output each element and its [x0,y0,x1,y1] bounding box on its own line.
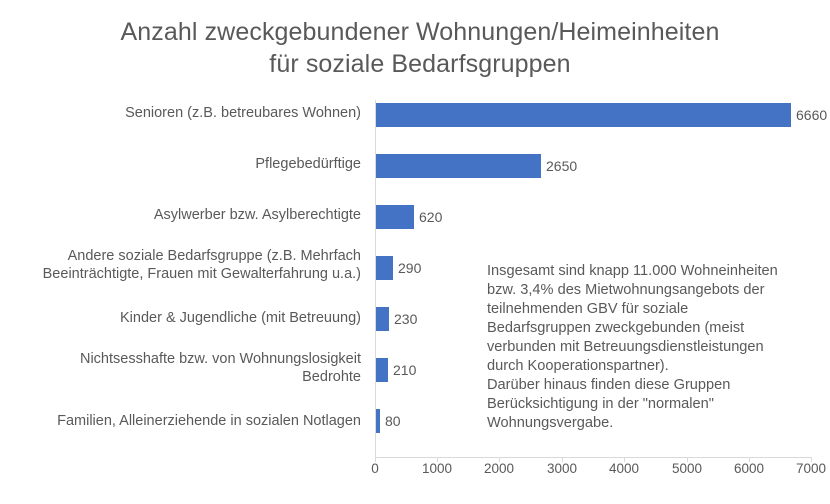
bar-asylwerber[interactable] [375,205,414,229]
annotation-line-6: durch Kooperationspartner). [487,357,669,374]
x-tick-label-4000: 4000 [608,461,640,476]
category-label-kinder-jugendliche: Kinder & Jugendliche (mit Betreuung) [120,310,361,326]
chart-title-line-2: für soziale Bedarfsgruppen [269,50,571,78]
annotation-line-8: Berücksichtigung in der "normalen" [487,395,714,412]
annotation-line-1: Insgesamt sind knapp 11.000 Wohneinheiten [487,263,778,279]
bar-row-pflegebeduerftige[interactable] [375,154,812,178]
bar-value-nichtsesshafte: 210 [393,362,417,378]
x-tick-label-7000: 7000 [795,461,827,476]
bar-value-kinder-jugendliche: 230 [394,311,418,327]
bar-value-familien-alleinerziehende: 80 [385,413,401,429]
category-label-pflegebeduerftige: Pflegebedürftige [255,156,361,172]
bar-value-andere-soziale-bedarfsgruppe: 290 [398,260,422,276]
bar-kinder-jugendliche[interactable] [375,307,389,331]
chart-annotation [487,262,797,433]
x-axis-tick-labels [371,461,827,481]
bar-andere-soziale-bedarfsgruppe[interactable] [375,256,393,280]
bar-row-senioren[interactable] [375,103,828,127]
category-label-senioren: Senioren (z.B. betreubares Wohnen) [125,105,361,121]
annotation-line-9: Wohnungsvergabe. [487,414,614,431]
category-label-andere-soziale-bedarfsgruppe: Andere soziale Bedarfsgruppe (z.B. Mehrfach Beeinträchtigte, Frauen mit Gewalterfahrung u.a.) [42,248,361,282]
bar-nichtsesshafte[interactable] [375,358,388,382]
annotation-line-7: Darüber hinaus finden diese Gruppen [487,376,731,393]
category-label-asylwerber: Asylwerber bzw. Asylberechtigte [153,207,361,223]
bar-pflegebeduerftige[interactable] [375,154,541,178]
chart-title-line-1: Anzahl zweckgebundener Wohnungen/Heimeinheiten [120,18,720,46]
annotation-line-5: verbunden mit Betreuungsdienstleistungen [487,338,764,355]
annotation-line-3: teilnehmenden GBV für soziale [487,300,689,317]
x-tick-label-3000: 3000 [546,461,578,476]
annotation-line-4: Bedarfsgruppen zweckgebunden (meist [487,319,745,336]
x-tick-label-6000: 6000 [733,461,765,476]
bar-value-pflegebeduerftige: 2650 [546,158,578,174]
x-tick-label-1000: 1000 [421,461,453,476]
bar-senioren[interactable] [375,103,791,127]
category-label-familien-alleinerziehende: Familien, Alleinerziehende in sozialen Notlagen [57,413,361,429]
bar-value-senioren: 6660 [796,107,828,123]
x-tick-label-2000: 2000 [483,461,515,476]
annotation-line-2: bzw. 3,4% des Mietwohnungsangebots der [487,281,765,298]
chart-title [60,16,780,80]
bar-value-asylwerber: 620 [419,209,443,225]
x-tick-label-0: 0 [371,461,379,476]
category-label-nichtsesshafte: Nichtsesshafte bzw. von Wohnungslosigkeit Bedrohte [79,351,361,385]
bar-row-asylwerber[interactable] [375,205,812,229]
x-tick-label-5000: 5000 [671,461,703,476]
